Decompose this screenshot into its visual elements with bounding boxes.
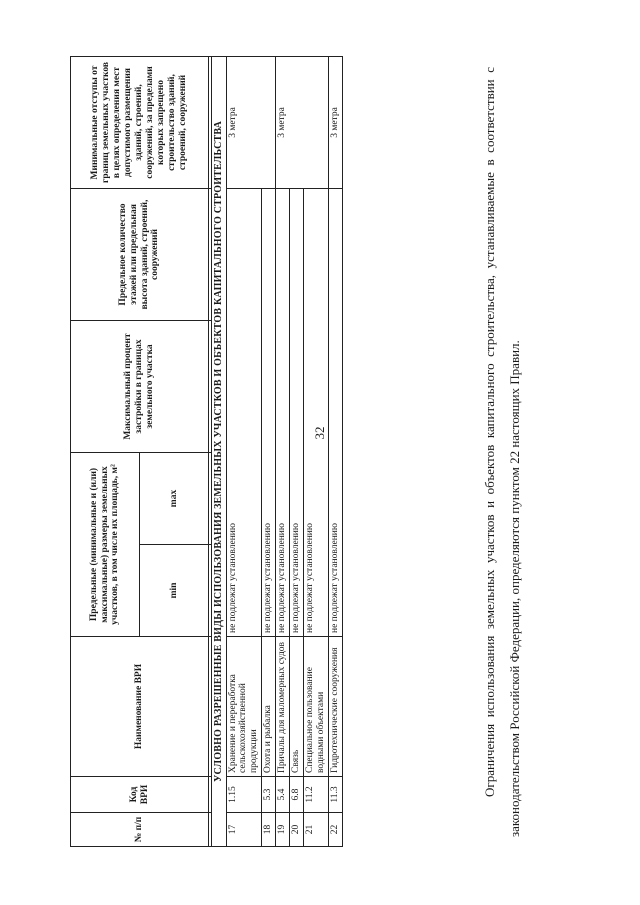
row-num: 18 <box>262 813 276 847</box>
row-num: 20 <box>290 813 304 847</box>
rotated-page-content <box>70 57 590 847</box>
footnote-paragraph: Ограничения использования земельных участков и объектов капитального строительства, устанавливаемые в соответствии с законодательством Российской Федерации, определяются пунктом 22 настоящих Правил. <box>482 67 522 837</box>
row-name: Хранение и переработка сельскохозяйственной продукции <box>226 637 262 777</box>
row-limits: не подлежат установлению <box>328 189 342 637</box>
row-name: Специальное пользование водными объектами <box>304 637 329 777</box>
row-code: 11.3 <box>328 777 342 813</box>
row-num: 21 <box>304 813 329 847</box>
header-min: min <box>140 545 209 637</box>
row-setback: 3 метра <box>328 57 342 189</box>
row-code: 5.3 <box>262 777 276 813</box>
row-name: Причалы для маломерных судов <box>276 637 290 777</box>
row-code: 5.4 <box>276 777 290 813</box>
header-max: max <box>140 453 209 545</box>
row-num: 22 <box>328 813 342 847</box>
row-code: 1.15 <box>226 777 262 813</box>
row-name: Связь <box>290 637 304 777</box>
row-limits: не подлежат установлению <box>304 189 329 637</box>
table-row <box>276 57 290 847</box>
header-code: Код ВРИ <box>71 777 209 813</box>
row-setback: 3 метра <box>226 57 276 189</box>
zoning-regulations-table <box>70 56 343 847</box>
page-number: 32 <box>312 426 327 440</box>
header-floors: Предельное количество этажей или предельная высота зданий, строений, сооружений <box>71 189 209 321</box>
row-limits: не подлежат установлению <box>226 189 262 637</box>
table-row <box>226 57 262 847</box>
header-sizes: Предельные (минимальные и (или) максимальные) размеры земельных участков, в том числе их площадь, м² <box>71 453 140 637</box>
section-title: УСЛОВНО РАЗРЕШЕННЫЕ ВИДЫ ИСПОЛЬЗОВАНИЯ ЗЕМЕЛЬНЫХ УЧАСТКОВ И ОБЪЕКТОВ КАПИТАЛЬНОГО СТРОИТЕЛЬСТВА <box>212 57 227 847</box>
table-row <box>328 57 342 847</box>
row-num: 19 <box>276 813 290 847</box>
row-num: 17 <box>226 813 262 847</box>
row-limits: не подлежат установлению <box>290 189 304 637</box>
row-code: 11.2 <box>304 777 329 813</box>
row-name: Гидротехнические сооружения <box>328 637 342 777</box>
header-percent: Максимальный процент застройки в границах земельного участка <box>71 321 209 453</box>
row-name: Охота и рыбалка <box>262 637 276 777</box>
row-limits: не подлежат установлению <box>276 189 290 637</box>
header-num: № п/п <box>71 813 209 847</box>
row-limits: не подлежат установлению <box>262 189 276 637</box>
row-code: 6.8 <box>290 777 304 813</box>
header-setbacks: Минимальные отступы от границ земельных участков в целях определения мест допустимого размещения зданий, строений, сооружений, за пределами которых запрещено строительство зданий, строений, сооружений <box>71 57 209 189</box>
header-name: Наименование ВРИ <box>71 637 209 777</box>
row-setback: 3 метра <box>276 57 329 189</box>
